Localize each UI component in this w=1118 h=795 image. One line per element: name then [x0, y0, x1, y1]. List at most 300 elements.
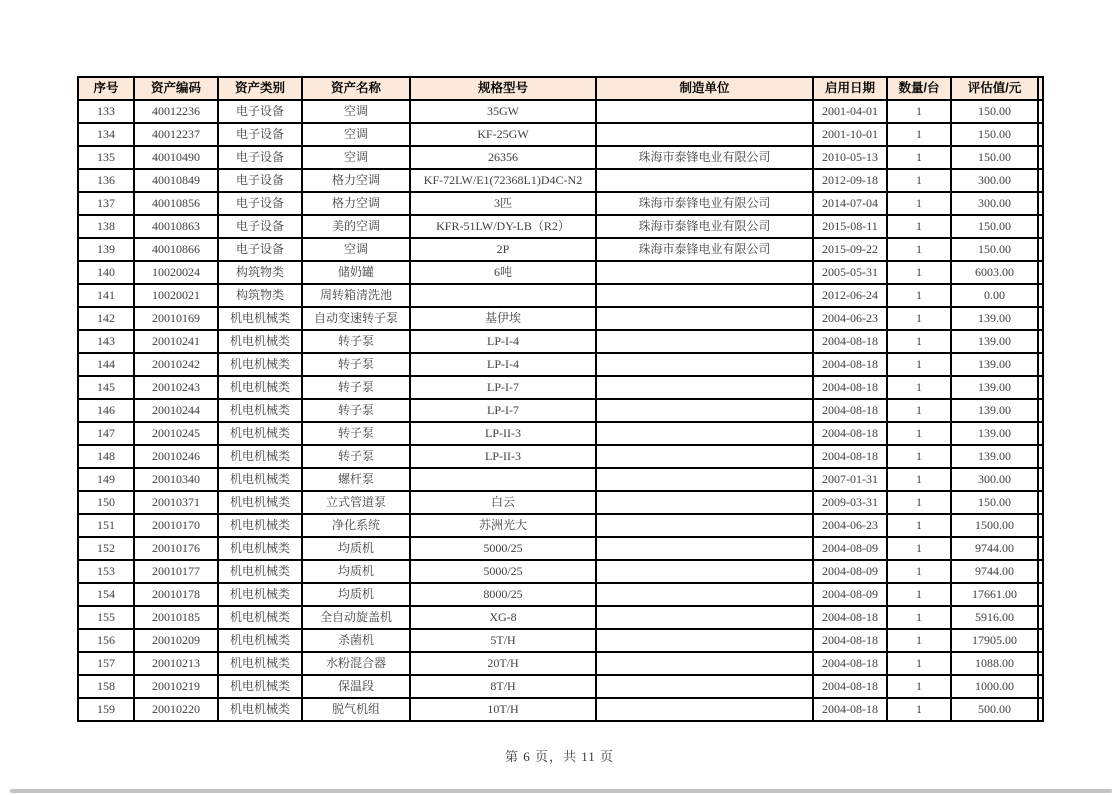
table-cell: 1 — [887, 698, 951, 721]
table-cell: 134 — [78, 123, 134, 146]
table-cell: 300.00 — [951, 169, 1038, 192]
table-cell-sliver — [1038, 675, 1043, 698]
table-row — [78, 399, 1043, 422]
table-cell: 2004-08-18 — [813, 422, 887, 445]
table-cell: 40012236 — [134, 100, 218, 123]
table-cell: 构筑物类 — [218, 284, 302, 307]
table-cell: 2004-08-18 — [813, 652, 887, 675]
table-cell: 转子泵 — [302, 376, 410, 399]
table-cell: 珠海市泰锋电业有限公司 — [596, 215, 813, 238]
table-row — [78, 675, 1043, 698]
table-cell: 139.00 — [951, 399, 1038, 422]
table-cell: 20010245 — [134, 422, 218, 445]
table-cell: 20010220 — [134, 698, 218, 721]
table-cell-sliver — [1038, 583, 1043, 606]
table-cell — [596, 652, 813, 675]
table-cell: 2004-08-09 — [813, 537, 887, 560]
table-cell: 17905.00 — [951, 629, 1038, 652]
table-cell — [596, 583, 813, 606]
table-cell: 1 — [887, 629, 951, 652]
table-cell: LP-I-4 — [410, 353, 596, 376]
table-cell: 142 — [78, 307, 134, 330]
table-cell: KF-25GW — [410, 123, 596, 146]
table-cell: 20010241 — [134, 330, 218, 353]
table-cell: 机电机械类 — [218, 675, 302, 698]
table-cell — [596, 353, 813, 376]
table-cell: 2009-03-31 — [813, 491, 887, 514]
table-cell: 2004-08-18 — [813, 330, 887, 353]
table-cell: 1 — [887, 238, 951, 261]
table-row — [78, 261, 1043, 284]
table-cell: 电子设备 — [218, 238, 302, 261]
table-cell: 5916.00 — [951, 606, 1038, 629]
table-cell: 10020024 — [134, 261, 218, 284]
table-row — [78, 376, 1043, 399]
table-cell: 20010170 — [134, 514, 218, 537]
table-cell: 146 — [78, 399, 134, 422]
table-cell: 2004-08-18 — [813, 376, 887, 399]
table-row — [78, 537, 1043, 560]
table-cell: 150.00 — [951, 100, 1038, 123]
table-cell: 1 — [887, 215, 951, 238]
table-cell: 基伊埃 — [410, 307, 596, 330]
table-cell: 机电机械类 — [218, 376, 302, 399]
table-cell: 1 — [887, 261, 951, 284]
table-cell — [596, 698, 813, 721]
table-cell: 1 — [887, 399, 951, 422]
table-row — [78, 629, 1043, 652]
table-cell-sliver — [1038, 215, 1043, 238]
table-cell: 1 — [887, 537, 951, 560]
table-cell: 全自动旋盖机 — [302, 606, 410, 629]
table-row — [78, 330, 1043, 353]
table-cell-sliver — [1038, 652, 1043, 675]
table-cell: 1088.00 — [951, 652, 1038, 675]
table-cell — [596, 123, 813, 146]
table-cell — [410, 468, 596, 491]
table-cell: 机电机械类 — [218, 307, 302, 330]
table-cell — [596, 537, 813, 560]
table-row — [78, 560, 1043, 583]
table-row — [78, 215, 1043, 238]
column-header: 资产名称 — [302, 77, 410, 100]
table-cell: 1000.00 — [951, 675, 1038, 698]
table-cell: 147 — [78, 422, 134, 445]
table-cell-sliver — [1038, 307, 1043, 330]
table-cell: 140 — [78, 261, 134, 284]
table-cell: 5000/25 — [410, 560, 596, 583]
table-cell: 6003.00 — [951, 261, 1038, 284]
column-header: 规格型号 — [410, 77, 596, 100]
table-cell — [410, 284, 596, 307]
table-cell: 139.00 — [951, 330, 1038, 353]
table-cell: 1 — [887, 353, 951, 376]
table-cell: 139.00 — [951, 445, 1038, 468]
table-cell: 保温段 — [302, 675, 410, 698]
table-cell-sliver — [1038, 698, 1043, 721]
table-cell: 转子泵 — [302, 330, 410, 353]
table-cell: 机电机械类 — [218, 560, 302, 583]
table-cell: 美的空调 — [302, 215, 410, 238]
table-cell: 机电机械类 — [218, 583, 302, 606]
table-cell: 空调 — [302, 146, 410, 169]
table-cell: 153 — [78, 560, 134, 583]
table-cell: 20010177 — [134, 560, 218, 583]
table-cell: 杀菌机 — [302, 629, 410, 652]
table-cell: 2004-08-09 — [813, 560, 887, 583]
table-cell — [596, 100, 813, 123]
table-cell: 转子泵 — [302, 399, 410, 422]
table-cell: 1 — [887, 675, 951, 698]
table-cell: 转子泵 — [302, 422, 410, 445]
table-cell: 40010490 — [134, 146, 218, 169]
table-cell: 139.00 — [951, 353, 1038, 376]
table-cell: 1 — [887, 514, 951, 537]
table-row — [78, 698, 1043, 721]
table-cell: 137 — [78, 192, 134, 215]
table-cell: 138 — [78, 215, 134, 238]
table-row — [78, 192, 1043, 215]
table-row — [78, 445, 1043, 468]
table-cell: 自动变速转子泵 — [302, 307, 410, 330]
table-cell-sliver — [1038, 468, 1043, 491]
asset-inventory-table — [77, 76, 1044, 722]
table-cell: 2001-10-01 — [813, 123, 887, 146]
table-cell — [596, 284, 813, 307]
table-cell: 珠海市泰锋电业有限公司 — [596, 238, 813, 261]
table-cell — [596, 491, 813, 514]
table-row — [78, 583, 1043, 606]
table-cell: 立式管道泵 — [302, 491, 410, 514]
table-cell: 2004-08-18 — [813, 399, 887, 422]
table-cell: 150.00 — [951, 491, 1038, 514]
table-cell: 机电机械类 — [218, 606, 302, 629]
table-cell: 20010242 — [134, 353, 218, 376]
table-cell: 151 — [78, 514, 134, 537]
table-cell — [596, 675, 813, 698]
table-cell: 139.00 — [951, 376, 1038, 399]
table-cell: 电子设备 — [218, 169, 302, 192]
table-cell: 1 — [887, 169, 951, 192]
table-cell: 159 — [78, 698, 134, 721]
table-cell — [596, 422, 813, 445]
table-cell: 20010176 — [134, 537, 218, 560]
table-cell: 150.00 — [951, 215, 1038, 238]
table-cell: 1 — [887, 146, 951, 169]
table-cell: 139.00 — [951, 307, 1038, 330]
table-cell-sliver — [1038, 261, 1043, 284]
table-cell — [596, 261, 813, 284]
table-cell: 139 — [78, 238, 134, 261]
table-cell — [596, 169, 813, 192]
column-header-sliver — [1038, 77, 1043, 100]
table-cell-sliver — [1038, 238, 1043, 261]
column-header: 启用日期 — [813, 77, 887, 100]
window-bottom-edge — [10, 789, 1112, 793]
table-cell-sliver — [1038, 491, 1043, 514]
table-cell — [596, 399, 813, 422]
table-cell: 20010169 — [134, 307, 218, 330]
table-cell: 35GW — [410, 100, 596, 123]
table-cell-sliver — [1038, 100, 1043, 123]
table-cell: 20010209 — [134, 629, 218, 652]
table-cell: 40010849 — [134, 169, 218, 192]
table-cell-sliver — [1038, 606, 1043, 629]
table-cell: 20010219 — [134, 675, 218, 698]
table-cell: 158 — [78, 675, 134, 698]
table-cell: 白云 — [410, 491, 596, 514]
table-cell: 2004-06-23 — [813, 307, 887, 330]
table-cell: 5000/25 — [410, 537, 596, 560]
table-cell: 20T/H — [410, 652, 596, 675]
column-header: 评估值/元 — [951, 77, 1038, 100]
table-cell: 机电机械类 — [218, 468, 302, 491]
table-cell: 2012-09-18 — [813, 169, 887, 192]
table-cell — [596, 468, 813, 491]
table-cell — [596, 560, 813, 583]
table-cell: 1 — [887, 330, 951, 353]
column-header: 序号 — [78, 77, 134, 100]
table-cell: 机电机械类 — [218, 629, 302, 652]
table-cell: 1 — [887, 100, 951, 123]
table-cell: 1 — [887, 307, 951, 330]
table-cell: KF-72LW/E1(72368L1)D4C-N2 — [410, 169, 596, 192]
table-cell: XG-8 — [410, 606, 596, 629]
table-cell: 1 — [887, 652, 951, 675]
table-cell: 1 — [887, 560, 951, 583]
table-cell: 2005-05-31 — [813, 261, 887, 284]
table-row — [78, 169, 1043, 192]
table-cell: 2004-08-09 — [813, 583, 887, 606]
table-cell: 2004-08-18 — [813, 606, 887, 629]
table-cell: 2004-08-18 — [813, 445, 887, 468]
table-cell: 2004-08-18 — [813, 698, 887, 721]
table-cell-sliver — [1038, 560, 1043, 583]
table-cell-sliver — [1038, 192, 1043, 215]
table-cell — [596, 330, 813, 353]
table-row — [78, 307, 1043, 330]
table-cell: 1 — [887, 422, 951, 445]
table-cell-sliver — [1038, 445, 1043, 468]
table-cell: LP-II-3 — [410, 445, 596, 468]
column-header: 制造单位 — [596, 77, 813, 100]
table-cell: 139.00 — [951, 422, 1038, 445]
table-cell: 150.00 — [951, 123, 1038, 146]
table-cell: LP-I-7 — [410, 399, 596, 422]
table-cell: 2004-08-18 — [813, 629, 887, 652]
table-cell: 格力空调 — [302, 169, 410, 192]
table-cell: 2P — [410, 238, 596, 261]
table-cell: 17661.00 — [951, 583, 1038, 606]
table-row — [78, 238, 1043, 261]
table-cell: 145 — [78, 376, 134, 399]
table-cell: 2004-06-23 — [813, 514, 887, 537]
table-cell: 2004-08-18 — [813, 353, 887, 376]
table-cell: KFR-51LW/DY-LB（R2） — [410, 215, 596, 238]
table-row — [78, 652, 1043, 675]
table-cell: 2007-01-31 — [813, 468, 887, 491]
table-cell: 1 — [887, 123, 951, 146]
table-cell: 154 — [78, 583, 134, 606]
table-cell: 机电机械类 — [218, 353, 302, 376]
table-cell: 0.00 — [951, 284, 1038, 307]
table-cell: 1500.00 — [951, 514, 1038, 537]
table-cell-sliver — [1038, 123, 1043, 146]
table-cell: 2015-09-22 — [813, 238, 887, 261]
table-cell: 156 — [78, 629, 134, 652]
table-cell: 均质机 — [302, 560, 410, 583]
table-cell: 1 — [887, 445, 951, 468]
table-cell: 电子设备 — [218, 215, 302, 238]
table-cell: 500.00 — [951, 698, 1038, 721]
table-cell: 148 — [78, 445, 134, 468]
table-cell: 空调 — [302, 238, 410, 261]
table-cell: 20010371 — [134, 491, 218, 514]
table-cell: 构筑物类 — [218, 261, 302, 284]
table-cell-sliver — [1038, 422, 1043, 445]
table-cell: 螺杆泵 — [302, 468, 410, 491]
table-cell: 8T/H — [410, 675, 596, 698]
table-cell: 转子泵 — [302, 353, 410, 376]
table-cell: 26356 — [410, 146, 596, 169]
table-cell: 20010244 — [134, 399, 218, 422]
table-cell: LP-I-4 — [410, 330, 596, 353]
table-cell: 电子设备 — [218, 123, 302, 146]
table-cell: 机电机械类 — [218, 514, 302, 537]
table-cell: LP-I-7 — [410, 376, 596, 399]
table-row — [78, 514, 1043, 537]
table-cell: 格力空调 — [302, 192, 410, 215]
table-cell: 机电机械类 — [218, 399, 302, 422]
table-cell — [596, 307, 813, 330]
table-cell: 155 — [78, 606, 134, 629]
table-cell: 均质机 — [302, 537, 410, 560]
table-cell: 机电机械类 — [218, 652, 302, 675]
table-cell: 2010-05-13 — [813, 146, 887, 169]
table-cell: 20010185 — [134, 606, 218, 629]
table-cell-sliver — [1038, 353, 1043, 376]
table-cell: 2004-08-18 — [813, 675, 887, 698]
table-cell: 6吨 — [410, 261, 596, 284]
table-header-row — [78, 77, 1043, 100]
table-cell: 苏洲光大 — [410, 514, 596, 537]
table-cell: 149 — [78, 468, 134, 491]
table-row — [78, 123, 1043, 146]
table-cell: 157 — [78, 652, 134, 675]
table-cell: 152 — [78, 537, 134, 560]
table-cell: 20010246 — [134, 445, 218, 468]
table-cell: 机电机械类 — [218, 698, 302, 721]
column-header: 资产类别 — [218, 77, 302, 100]
table-row — [78, 491, 1043, 514]
table-cell: 144 — [78, 353, 134, 376]
table-cell: 机电机械类 — [218, 422, 302, 445]
table-cell-sliver — [1038, 629, 1043, 652]
table-cell-sliver — [1038, 376, 1043, 399]
table-cell: 1 — [887, 606, 951, 629]
table-cell: 机电机械类 — [218, 537, 302, 560]
table-cell: 脱气机组 — [302, 698, 410, 721]
table-cell: 机电机械类 — [218, 445, 302, 468]
table-cell: 150.00 — [951, 238, 1038, 261]
table-row — [78, 284, 1043, 307]
table-cell: 136 — [78, 169, 134, 192]
table-cell-sliver — [1038, 284, 1043, 307]
table-cell: 143 — [78, 330, 134, 353]
table-cell: 40010863 — [134, 215, 218, 238]
table-cell-sliver — [1038, 537, 1043, 560]
table-cell: 300.00 — [951, 468, 1038, 491]
table-cell: 135 — [78, 146, 134, 169]
table-cell-sliver — [1038, 146, 1043, 169]
table-cell: 1 — [887, 284, 951, 307]
table-row — [78, 422, 1043, 445]
table-cell: 150.00 — [951, 146, 1038, 169]
column-header: 数量/台 — [887, 77, 951, 100]
table-cell: 20010213 — [134, 652, 218, 675]
table-cell-sliver — [1038, 514, 1043, 537]
table-cell-sliver — [1038, 399, 1043, 422]
table-cell — [596, 606, 813, 629]
table-cell: 5T/H — [410, 629, 596, 652]
table-cell: 40010866 — [134, 238, 218, 261]
table-cell: 珠海市泰锋电业有限公司 — [596, 146, 813, 169]
table-cell: LP-II-3 — [410, 422, 596, 445]
column-header: 资产编码 — [134, 77, 218, 100]
table-cell: 储奶罐 — [302, 261, 410, 284]
table-cell: 转子泵 — [302, 445, 410, 468]
table-cell: 2015-08-11 — [813, 215, 887, 238]
table-cell: 9744.00 — [951, 560, 1038, 583]
table-cell: 133 — [78, 100, 134, 123]
table-cell: 空调 — [302, 123, 410, 146]
table-cell: 电子设备 — [218, 146, 302, 169]
table-cell — [596, 629, 813, 652]
table-cell: 20010243 — [134, 376, 218, 399]
table-cell: 1 — [887, 192, 951, 215]
page-number-footer: 第 6 页，共 11 页 — [504, 749, 615, 764]
table-cell: 150 — [78, 491, 134, 514]
table-row — [78, 100, 1043, 123]
table-cell: 10T/H — [410, 698, 596, 721]
table-cell: 9744.00 — [951, 537, 1038, 560]
table-cell — [596, 514, 813, 537]
table-cell: 周转箱清洗池 — [302, 284, 410, 307]
table-cell: 20010178 — [134, 583, 218, 606]
table-cell: 机电机械类 — [218, 491, 302, 514]
table-cell: 机电机械类 — [218, 330, 302, 353]
table-cell: 10020021 — [134, 284, 218, 307]
table-cell: 电子设备 — [218, 100, 302, 123]
table-cell-sliver — [1038, 169, 1043, 192]
table-cell: 电子设备 — [218, 192, 302, 215]
table-cell: 珠海市泰锋电业有限公司 — [596, 192, 813, 215]
table-row — [78, 353, 1043, 376]
table-cell — [596, 445, 813, 468]
table-cell: 8000/25 — [410, 583, 596, 606]
table-cell-sliver — [1038, 330, 1043, 353]
table-cell — [596, 376, 813, 399]
table-row — [78, 468, 1043, 491]
table-cell: 水粉混合器 — [302, 652, 410, 675]
table-cell: 2012-06-24 — [813, 284, 887, 307]
table-cell: 2001-04-01 — [813, 100, 887, 123]
table-row — [78, 146, 1043, 169]
table-cell: 空调 — [302, 100, 410, 123]
table-cell: 3匹 — [410, 192, 596, 215]
table-cell: 净化系统 — [302, 514, 410, 537]
table-cell: 40012237 — [134, 123, 218, 146]
